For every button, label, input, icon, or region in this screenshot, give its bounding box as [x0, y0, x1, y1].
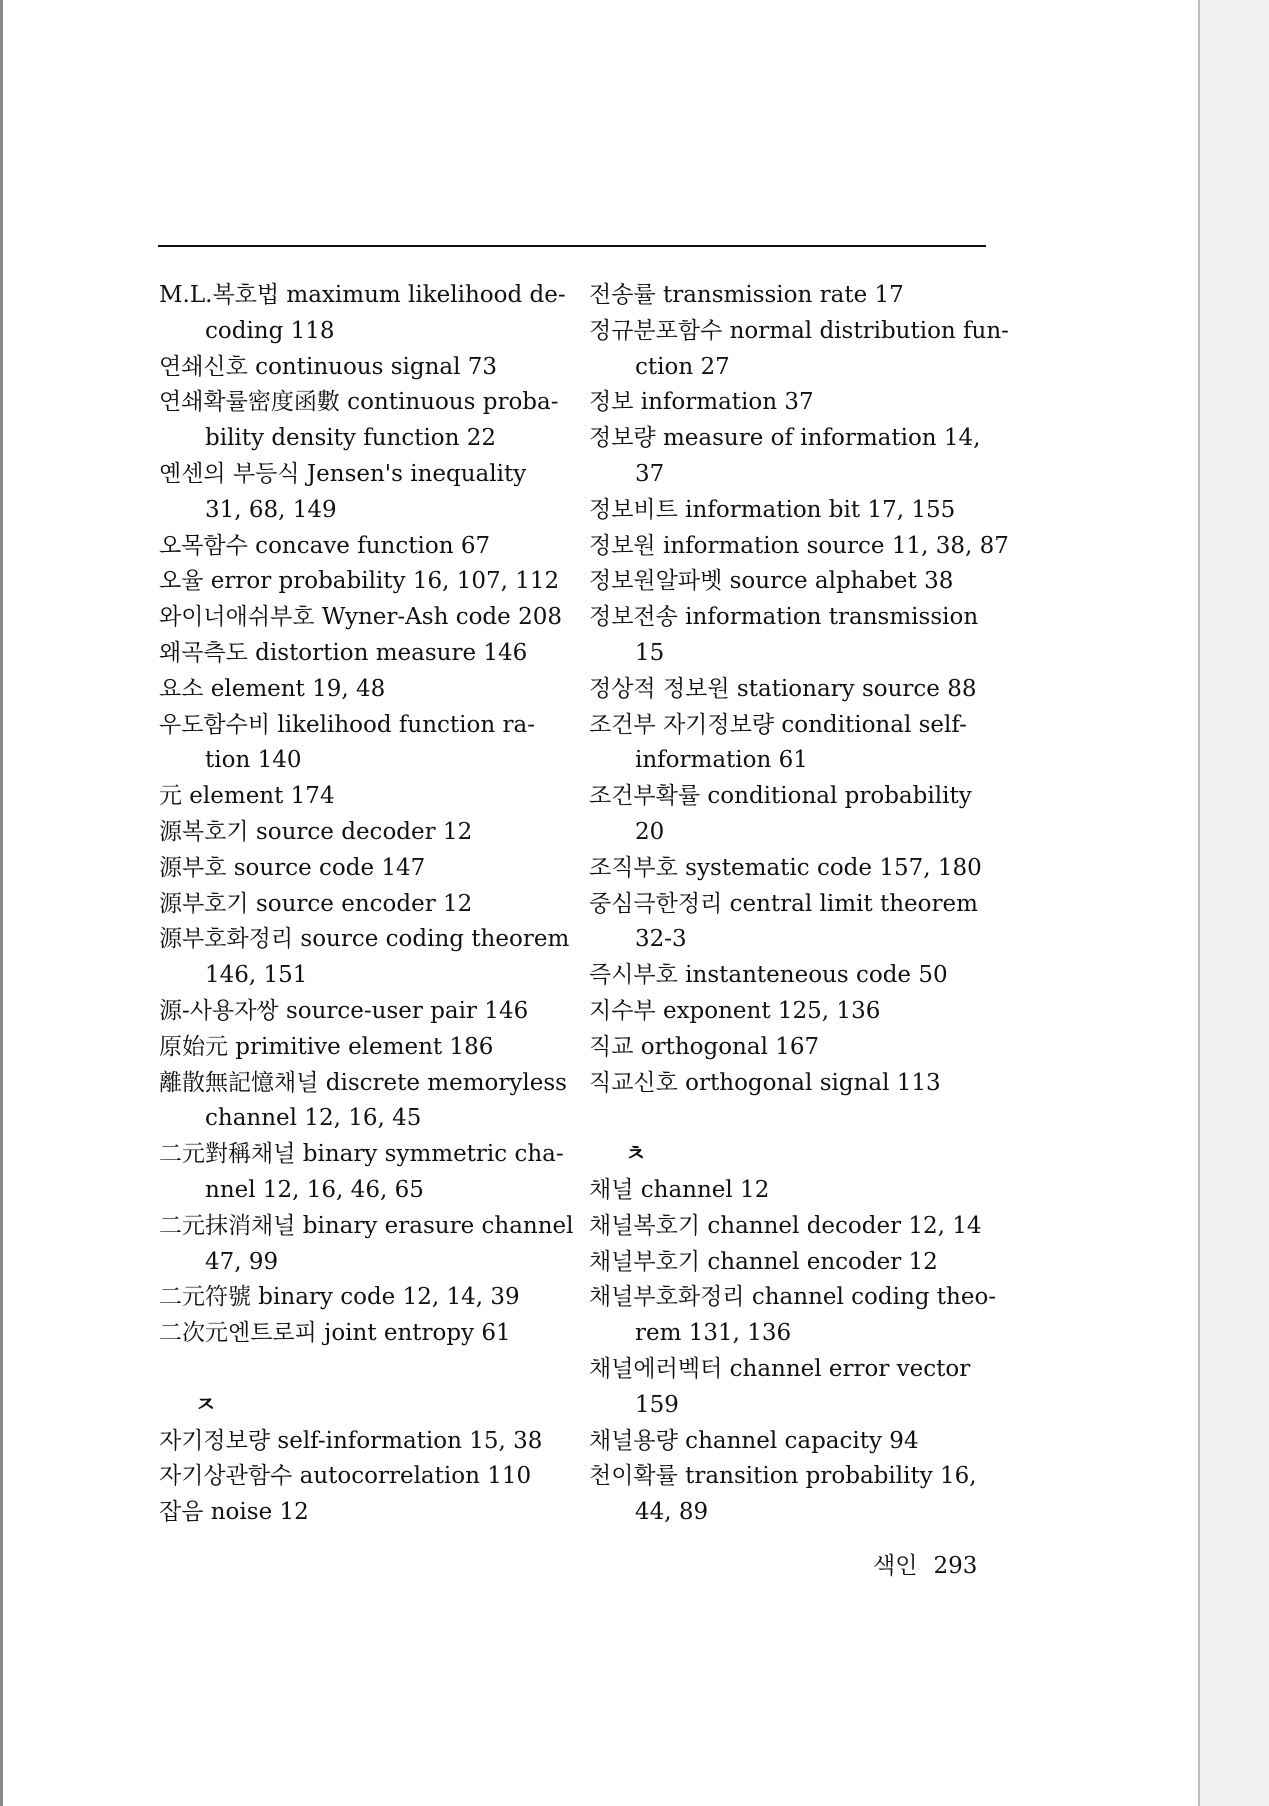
index-entry-line: 離散無記憶채널 discrete memoryless: [159, 1069, 567, 1096]
index-entry: [159, 994, 579, 1030]
page-number: 293: [933, 1553, 978, 1579]
index-entry: [589, 1245, 1007, 1281]
section-heading: ㅊ: [625, 1142, 647, 1168]
index-entry-line: 직교 orthogonal 167: [589, 1033, 820, 1060]
index-entry: [159, 922, 579, 994]
index-entry: [589, 1459, 1007, 1531]
index-entry-line: 요소 element 19, 48: [159, 675, 386, 702]
index-entry-line: M.L.복호법 maximum likelihood de-: [159, 282, 566, 308]
index-entry-continuation: 32-3: [635, 926, 687, 953]
index-entry: [589, 314, 1007, 386]
index-entry-line: 二次元엔트로피 joint entropy 61: [159, 1320, 511, 1347]
index-entry-line: 지수부 exponent 125, 136: [589, 997, 881, 1024]
section-gap: [159, 1352, 579, 1388]
index-entry: [589, 1173, 1007, 1209]
index-entry: [159, 1495, 579, 1531]
index-entry-continuation: 37: [635, 460, 665, 487]
index-entry-continuation: nnel 12, 16, 46, 65: [205, 1176, 424, 1203]
index-entry-continuation: 44, 89: [635, 1499, 709, 1526]
index-entry: [159, 887, 579, 923]
index-entry: [589, 529, 1007, 565]
index-entry-line: 연쇄신호 continuous signal 73: [159, 353, 498, 380]
index-entry: [589, 1280, 1007, 1352]
index-column-left: [159, 278, 579, 1531]
index-entry-line: 조직부호 systematic code 157, 180: [589, 854, 982, 881]
index-entry: [589, 385, 1007, 421]
index-entry: [589, 708, 1007, 780]
index-entry: [159, 672, 579, 708]
index-entry-line: 오목함수 concave function 67: [159, 532, 491, 559]
index-entry-line: 옌센의 부등식 Jensen's inequality: [159, 460, 527, 487]
index-entry-line: 조건부 자기정보량 conditional self-: [589, 711, 967, 738]
index-column-right: [589, 278, 1007, 1531]
index-entry-line: 二元抹消채널 binary erasure channel: [159, 1212, 574, 1239]
index-entry: [159, 1459, 579, 1495]
index-entry-line: 정상적 정보원 stationary source 88: [589, 675, 977, 702]
index-entry-line: 오율 error probability 16, 107, 112: [159, 568, 560, 595]
index-entry: [159, 815, 579, 851]
index-entry: [159, 1066, 579, 1138]
index-entry-line: 즉시부호 instanteneous code 50: [589, 962, 948, 989]
index-entry-continuation: tion 140: [205, 747, 302, 774]
index-entry: [589, 887, 1007, 959]
index-entry: [159, 636, 579, 672]
index-entry-line: 잡음 noise 12: [159, 1499, 309, 1526]
index-entry: [159, 529, 579, 565]
index-entry: [159, 1280, 579, 1316]
index-entry-line: 源복호기 source decoder 12: [159, 818, 473, 845]
index-entry-line: 직교신호 orthogonal signal 113: [589, 1069, 941, 1096]
index-entry-line: 정보원알파벳 source alphabet 38: [589, 568, 954, 595]
index-entry: [589, 421, 1007, 493]
index-entry: [159, 851, 579, 887]
index-entry-line: 조건부확률 conditional probability: [589, 783, 972, 810]
index-entry-line: 와이너애쉬부호 Wyner-Ash code 208: [159, 604, 562, 631]
index-entry-line: 우도함수비 likelihood function ra-: [159, 711, 535, 738]
header-rule: [158, 245, 986, 247]
index-entry: [589, 672, 1007, 708]
index-entry-continuation: 31, 68, 149: [205, 496, 337, 523]
index-entry-line: 정보전송 information transmission: [589, 604, 979, 631]
index-entry: [589, 278, 1007, 314]
index-entry-continuation: ction 27: [635, 353, 730, 380]
index-entry-line: 정보량 measure of information 14,: [589, 425, 981, 452]
footer-label: 색인: [873, 1553, 918, 1579]
index-entry-line: 정보비트 information bit 17, 155: [589, 496, 956, 523]
index-entry-continuation: 20: [635, 818, 665, 845]
index-entry-line: 중심극한정리 central limit theorem: [589, 890, 978, 917]
index-entry: [159, 385, 579, 457]
index-entry-continuation: rem 131, 136: [635, 1320, 792, 1347]
index-entry: [159, 1316, 579, 1352]
index-entry-line: 채널에러벡터 channel error vector: [589, 1355, 971, 1382]
index-entry-line: 源부호기 source encoder 12: [159, 890, 473, 917]
index-entry-line: 채널용량 channel capacity 94: [589, 1427, 919, 1454]
index-entry-line: 자기정보량 self-information 15, 38: [159, 1427, 543, 1454]
index-entry: [589, 600, 1007, 672]
index-entry-line: 왜곡측도 distortion measure 146: [159, 639, 528, 666]
index-entry-continuation: 159: [635, 1391, 679, 1418]
page-footer: [873, 1547, 977, 1580]
index-entry-line: 전송률 transmission rate 17: [589, 282, 904, 308]
index-entry-line: 채널부호기 channel encoder 12: [589, 1248, 938, 1275]
index-entry-line: 채널부호화정리 channel coding theo-: [589, 1284, 997, 1311]
index-entry: [159, 1030, 579, 1066]
index-entry: [159, 278, 579, 350]
index-entry: [159, 708, 579, 780]
index-entry-line: 자기상관함수 autocorrelation 110: [159, 1463, 532, 1490]
index-entry-continuation: channel 12, 16, 45: [205, 1105, 422, 1132]
index-entry-line: 연쇄확률密度函數 continuous proba-: [159, 389, 559, 416]
index-entry-continuation: bility density function 22: [205, 425, 497, 452]
index-entry-line: 源-사용자쌍 source-user pair 146: [159, 997, 529, 1024]
index-entry-line: 二元對稱채널 binary symmetric cha-: [159, 1141, 564, 1168]
index-entry: [159, 1209, 579, 1281]
index-entry: [159, 600, 579, 636]
index-entry-line: 二元符號 binary code 12, 14, 39: [159, 1284, 520, 1311]
index-entry: [589, 958, 1007, 994]
index-entry: [159, 1137, 579, 1209]
index-entry-line: 채널복호기 channel decoder 12, 14: [589, 1212, 982, 1239]
index-entry: [159, 350, 579, 386]
index-entry-line: 元 element 174: [159, 783, 335, 810]
index-entry: [589, 1030, 1007, 1066]
viewer-background: [1200, 0, 1269, 1806]
index-entry-line: 原始元 primitive element 186: [159, 1033, 494, 1060]
index-entry-line: 정보 information 37: [589, 389, 814, 416]
index-entry-line: 천이확률 transition probability 16,: [589, 1463, 977, 1490]
index-entry: [589, 493, 1007, 529]
index-entry-line: 源부호화정리 source coding theorem: [159, 926, 570, 953]
section-heading: ㅈ: [195, 1392, 217, 1418]
index-entry-line: 정규분포함수 normal distribution fun-: [589, 317, 1009, 344]
index-entry-line: 源부호 source code 147: [159, 854, 426, 881]
index-entry: [159, 779, 579, 815]
index-entry-continuation: 146, 151: [205, 962, 308, 989]
index-entry-continuation: coding 118: [205, 317, 335, 344]
index-entry: [159, 1424, 579, 1460]
index-entry: [589, 779, 1007, 851]
index-entry: [589, 1066, 1007, 1102]
index-entry-continuation: information 61: [635, 747, 808, 774]
index-entry-continuation: 15: [635, 639, 665, 666]
index-entry: [159, 457, 579, 529]
index-entry-line: 채널 channel 12: [589, 1176, 770, 1203]
index-entry: [159, 564, 579, 600]
section-gap: [589, 1101, 1007, 1137]
index-entry: [589, 851, 1007, 887]
index-entry-continuation: 47, 99: [205, 1248, 279, 1275]
index-entry: [589, 564, 1007, 600]
index-entry: [589, 994, 1007, 1030]
index-entry-line: 정보원 information source 11, 38, 87: [589, 532, 1009, 559]
index-entry: [589, 1424, 1007, 1460]
index-entry: [589, 1352, 1007, 1424]
index-entry: [589, 1209, 1007, 1245]
